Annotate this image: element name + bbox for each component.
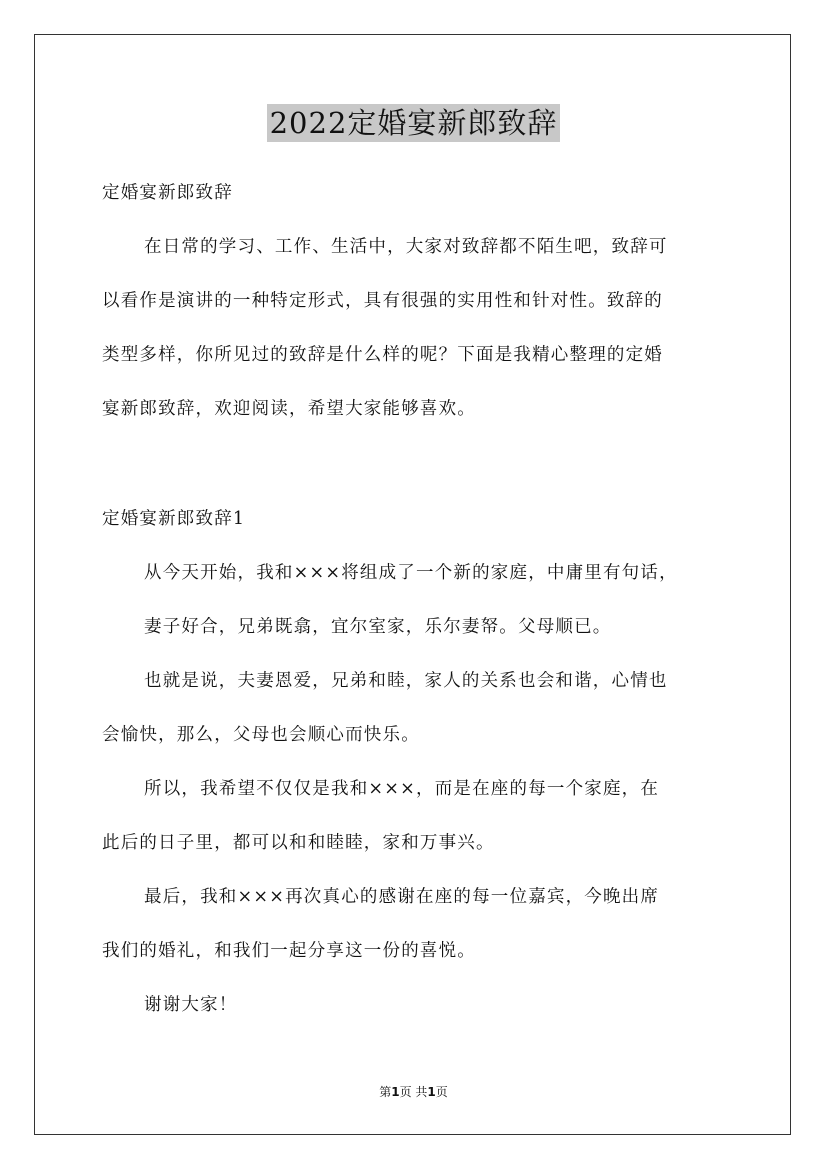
body-line-5: 所以，我希望不仅仅是我和×××，而是在座的每一个家庭，在 bbox=[144, 779, 660, 799]
document-title: 2022定婚宴新郎致辞 bbox=[267, 104, 561, 142]
section-heading-2: 定婚宴新郎致辞1 bbox=[102, 509, 246, 529]
footer-page-mid: 页 共 bbox=[399, 1085, 428, 1099]
body-line-9: 谢谢大家！ bbox=[144, 995, 238, 1015]
body-line-4: 会愉快，那么，父母也会顺心而快乐。 bbox=[102, 725, 420, 745]
page-footer bbox=[0, 1083, 827, 1100]
body-line-6: 此后的日子里，都可以和和睦睦，家和万事兴。 bbox=[102, 833, 495, 853]
footer-page-total: 1 bbox=[427, 1085, 436, 1099]
section-heading-1: 定婚宴新郎致辞 bbox=[102, 183, 233, 203]
intro-paragraph-line-4: 宴新郎致辞，欢迎阅读，希望大家能够喜欢。 bbox=[102, 399, 476, 419]
footer-page-suffix: 页 bbox=[435, 1085, 448, 1099]
intro-paragraph-line-3: 类型多样，你所见过的致辞是什么样的呢？下面是我精心整理的定婚 bbox=[102, 345, 663, 365]
intro-paragraph-line-2: 以看作是演讲的一种特定形式，具有很强的实用性和针对性。致辞的 bbox=[102, 291, 663, 311]
body-line-2: 妻子好合，兄弟既翕，宜尔室家，乐尔妻帑。父母顺已。 bbox=[144, 617, 612, 637]
document-title-block bbox=[0, 104, 827, 142]
body-line-7: 最后，我和×××再次真心的感谢在座的每一位嘉宾，今晚出席 bbox=[144, 887, 660, 907]
body-line-1: 从今天开始，我和×××将组成了一个新的家庭，中庸里有句话， bbox=[144, 563, 678, 583]
intro-paragraph-line-1: 在日常的学习、工作、生活中，大家对致辞都不陌生吧，致辞可 bbox=[144, 237, 668, 257]
body-line-8: 我们的婚礼，和我们一起分享这一份的喜悦。 bbox=[102, 941, 476, 961]
body-line-3: 也就是说，夫妻恩爱，兄弟和睦，家人的关系也会和谐，心情也 bbox=[144, 671, 668, 691]
footer-page-prefix: 第 bbox=[379, 1085, 392, 1099]
footer-page-number: 1 bbox=[391, 1085, 400, 1099]
